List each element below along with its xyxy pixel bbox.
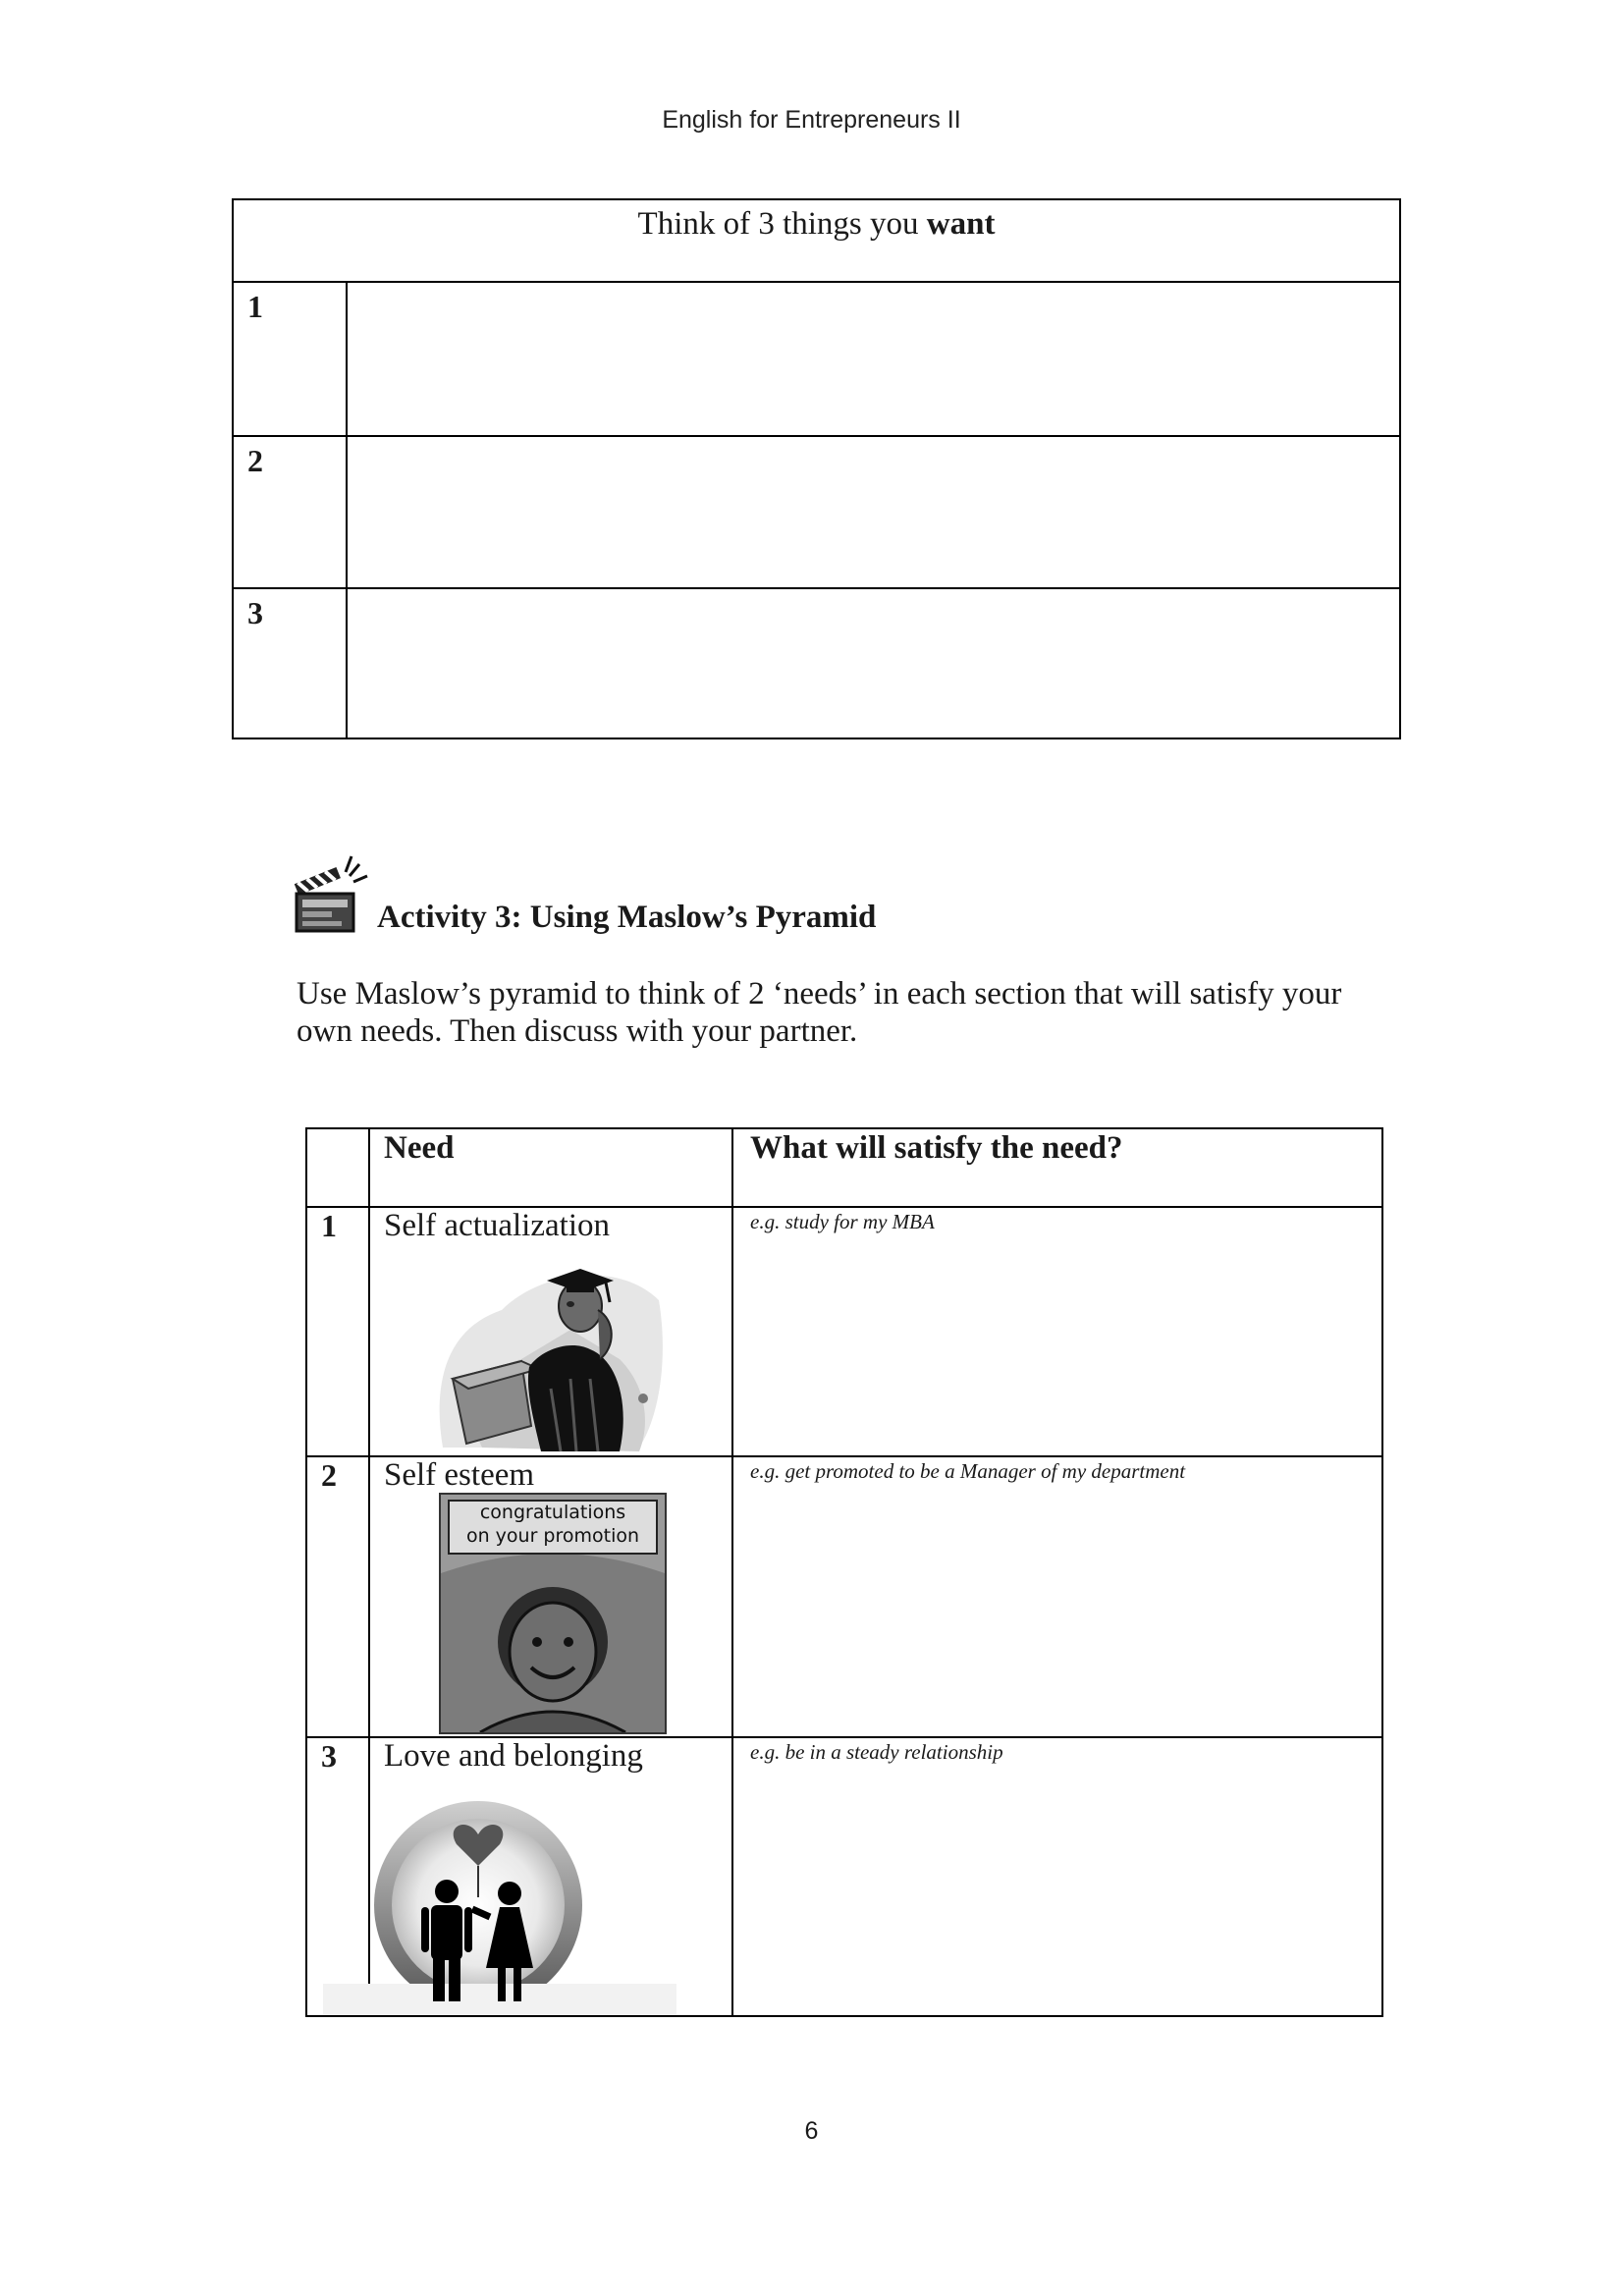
example-answer[interactable]: e.g. study for my MBA	[750, 1210, 935, 1233]
header-need: Need	[384, 1130, 455, 1166]
page-number: 6	[804, 2117, 819, 2145]
wants-title-bold: want	[926, 206, 996, 242]
row-number: 3	[247, 595, 263, 630]
row-number: 3	[321, 1738, 337, 1774]
column-divider	[346, 283, 348, 738]
needs-table	[305, 1127, 1383, 2017]
row-number: 2	[321, 1457, 337, 1493]
promotion-card-illustration	[439, 1493, 667, 1734]
wants-table-title	[234, 200, 1399, 283]
header-satisfy: What will satisfy the need?	[750, 1130, 1123, 1166]
table-row	[234, 437, 1399, 589]
card-text-line1: congratulations	[479, 1502, 626, 1523]
activity-title: Activity 3: Using Maslow’s Pyramid	[377, 900, 877, 935]
couple-heart-illustration	[323, 1781, 676, 2015]
answer-cell-3[interactable]	[348, 589, 1399, 738]
need-label: Love and belonging	[384, 1738, 643, 1774]
graduate-illustration	[423, 1251, 671, 1453]
table-row	[234, 283, 1399, 437]
answer-cell-2[interactable]	[348, 437, 1399, 587]
need-label: Self esteem	[384, 1457, 535, 1493]
clapperboard-icon	[293, 852, 369, 937]
wants-table	[232, 198, 1401, 739]
answer-cell-1[interactable]	[348, 283, 1399, 435]
row-number: 1	[321, 1208, 337, 1243]
column-divider	[731, 1129, 733, 2015]
example-answer[interactable]: e.g. be in a steady relationship	[750, 1740, 1003, 1764]
card-text-line2: on your promotion	[465, 1525, 640, 1547]
row-number: 2	[247, 443, 263, 478]
need-label: Self actualization	[384, 1208, 610, 1243]
example-answer[interactable]: e.g. get promoted to be a Manager of my department	[750, 1459, 1186, 1483]
table-row	[234, 589, 1399, 738]
wants-title-prefix: Think of 3 things you	[637, 206, 927, 242]
activity-instructions: Use Maslow’s pyramid to think of 2 ‘needs’ in each section that will satisfy your own needs. Then discuss with your partner.	[297, 976, 1342, 1049]
row-number: 1	[247, 289, 263, 324]
running-header: English for Entrepreneurs II	[662, 106, 961, 134]
